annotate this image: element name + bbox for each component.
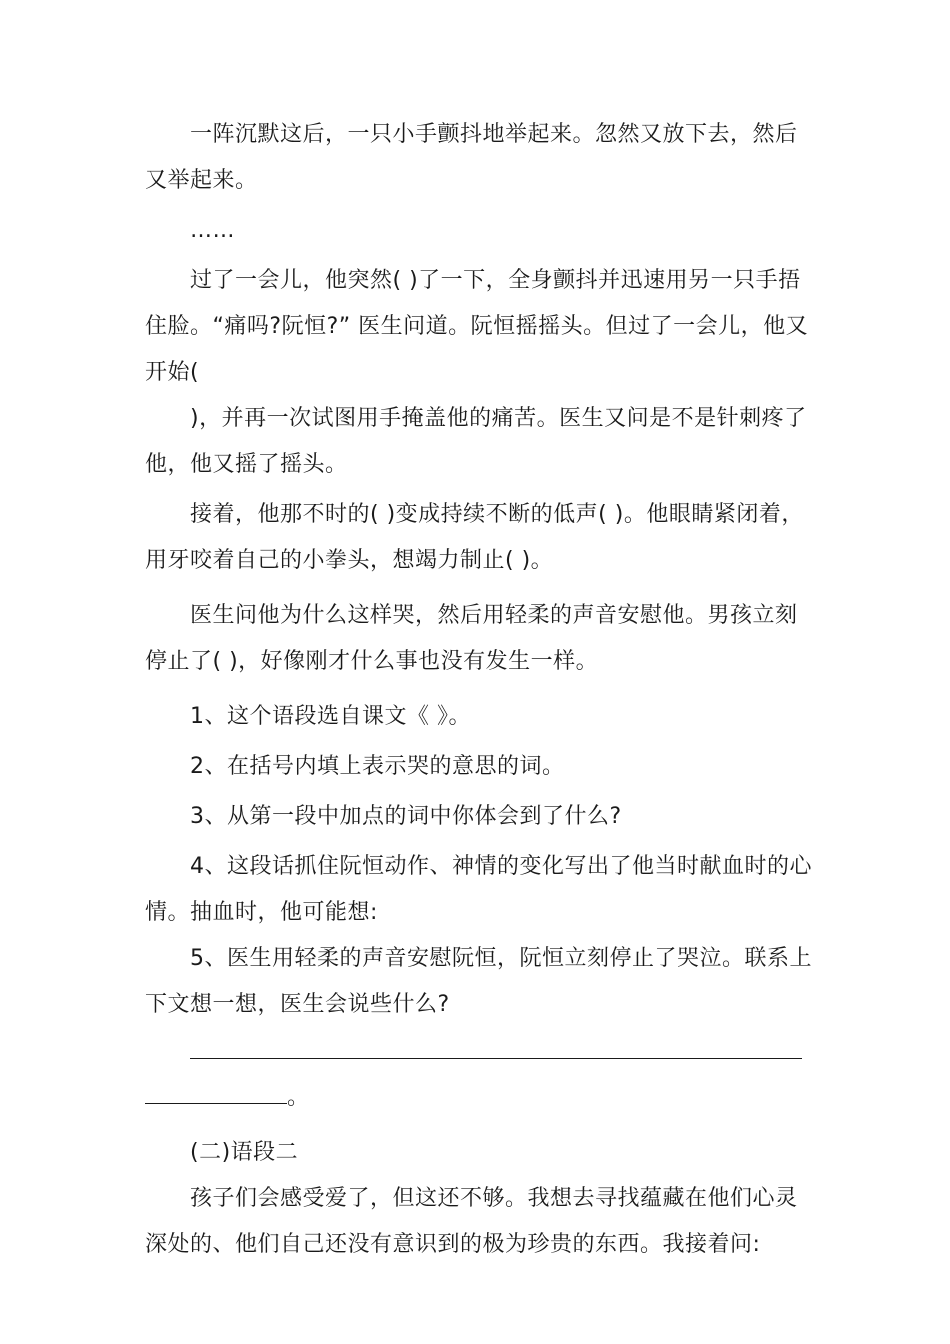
paragraph-silence: 一阵沉默这后，一只小手颤抖地举起来。忽然又放下去，然后又举起来。 — [145, 122, 798, 193]
section-2-heading: (二)语段二 — [190, 1140, 299, 1165]
document-page — [145, 112, 815, 1268]
question-4: 4、这段话抓住阮恒动作、神情的变化写出了他当时献血时的心情。抽血时，他可能想: — [145, 854, 812, 925]
section-2-text: 孩子们会感受爱了，但这还不够。我想去寻找蕴藏在他们心灵深处的、他们自己还没有意识到的极为珍贵的东西。我接着问: — [145, 1186, 798, 1257]
answer-line-end — [145, 1075, 815, 1121]
question-1: 1、这个语段选自课文《 》。 — [190, 704, 471, 729]
answer-period: 。 — [287, 1085, 310, 1110]
answer-line[interactable] — [190, 1028, 802, 1059]
paragraph-crying: 接着，他那不时的( )变成持续不断的低声( )。他眼睛紧闭着，用牙咬着自己的小拳头，想竭力制止( )。 — [145, 502, 804, 573]
question-2: 2、在括号内填上表示哭的意思的词。 — [190, 754, 565, 779]
paragraph-trembling-cont: )，并再一次试图用手掩盖他的痛苦。医生又问是不是针刺疼了他，他又摇了摇头。 — [145, 406, 807, 477]
paragraph-doctor: 医生问他为什么这样哭，然后用轻柔的声音安慰他。男孩立刻停止了( )，好像刚才什么事也没有发生一样。 — [145, 603, 798, 674]
ellipsis: …… — [190, 218, 235, 243]
paragraph-trembling: 过了一会儿，他突然( )了一下，全身颤抖并迅速用另一只手捂住脸。“痛吗?阮恒?” 医生问道。阮恒摇摇头。但过了一会儿，他又开始( — [145, 268, 809, 385]
answer-line-short[interactable] — [145, 1079, 287, 1104]
question-3: 3、从第一段中加点的词中你体会到了什么? — [190, 804, 622, 829]
question-5: 5、医生用轻柔的声音安慰阮恒，阮恒立刻停止了哭泣。联系上下文想一想，医生会说些什么? — [145, 946, 812, 1017]
